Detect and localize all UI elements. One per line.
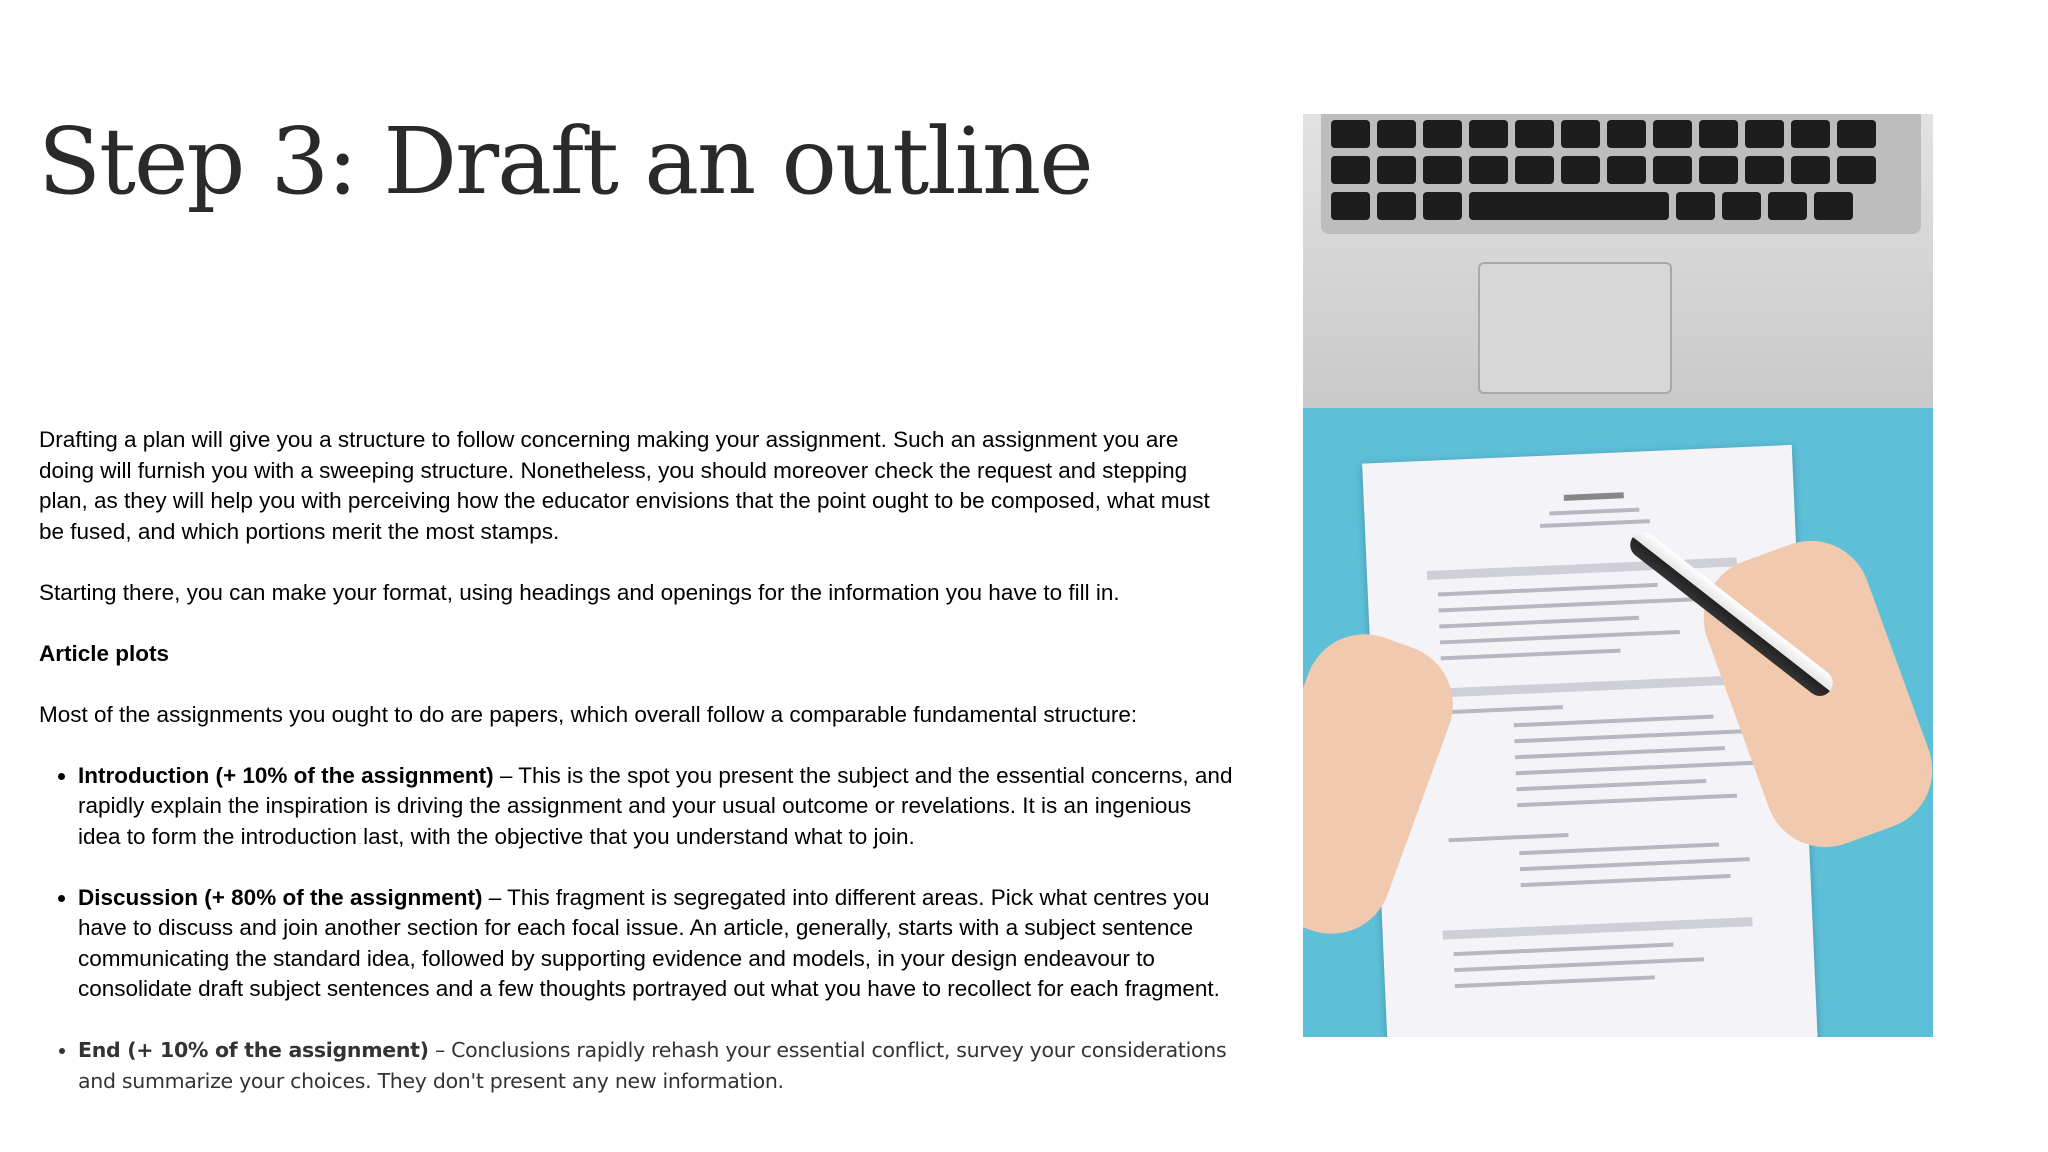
format-paragraph: Starting there, you can make your format, using headings and openings for the information you have to fill in. — [39, 579, 1120, 605]
resume-photo — [1303, 114, 1933, 1037]
list-item-label: Discussion (+ 80% of the assignment) — [78, 884, 483, 910]
list-item-end — [78, 1035, 1234, 1096]
list-item-text: – Conclusions rapidly rehash your essential conflict, survey your considerations and summarize your choices. They don't present any new information. — [78, 1038, 1227, 1093]
structure-list — [39, 761, 1234, 1097]
laptop-illustration — [1303, 114, 1933, 408]
trackpad-illustration — [1478, 262, 1672, 394]
slide-body — [39, 425, 1234, 1096]
slide-title: Step 3: Draft an outline — [38, 108, 1092, 215]
list-item-label: End (+ 10% of the assignment) — [78, 1038, 429, 1062]
list-item-label: Introduction (+ 10% of the assignment) — [78, 762, 494, 788]
list-item-text: – This fragment is segregated into different areas. Pick what centres you have to discuss and join another section for each focal issue. An article, generally, starts with a subject sentence communicating the standard idea, followed by supporting evidence and models, in your design endeavour to consolidate draft subject sentences and a few thoughts portrayed out what you have to recollect for each fragment. — [78, 884, 1220, 1001]
keyboard-illustration — [1321, 114, 1921, 234]
intro-paragraph: Drafting a plan will give you a structure to follow concerning making your assignment. Such an assignment you are doing will furnish you with a sweeping structure. Nonetheless, you should moreover check the request and stepping plan, as they will help you with perceiving how the educator envisions that the point ought to be composed, what must be fused, and which portions merit the most stamps. — [39, 427, 1210, 544]
structure-paragraph: Most of the assignments you ought to do are papers, which overall follow a comparable fundamental structure: — [39, 701, 1138, 727]
list-item-introduction — [78, 761, 1234, 853]
section-heading: Article plots — [39, 640, 170, 666]
list-item-discussion — [78, 883, 1234, 1005]
list-item-text: – This is the spot you present the subject and the essential concerns, and rapidly explain the inspiration is driving the assignment and your usual outcome or revelations. It is an ingenious idea to form the introduction last, with the objective that you understand what to join. — [78, 762, 1233, 849]
